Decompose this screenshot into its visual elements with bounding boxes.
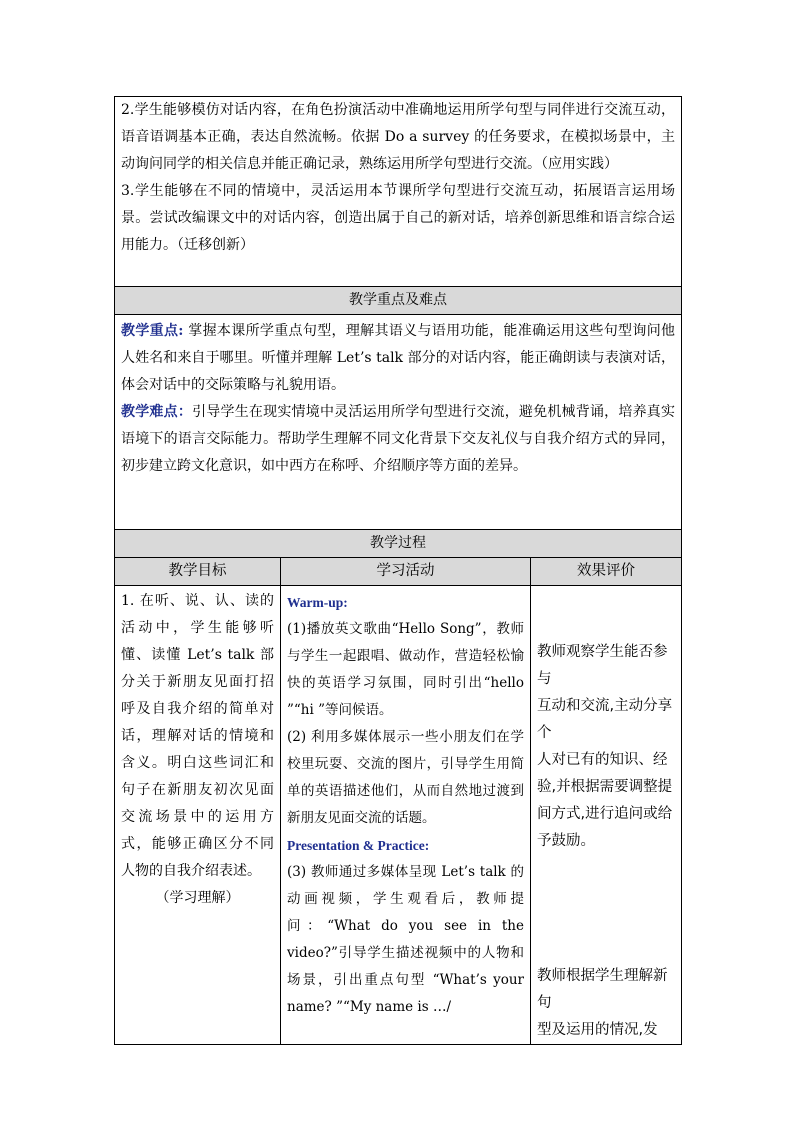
activity-3: (3) 教师通过多媒体呈现 Let’s talk 的动画视频，学生观看后，教师提问：“What do you see in the video?”引导学生描述视频中的人物和场景，引出重点句型 “What’s your name? ”“My name is …/: [287, 864, 524, 1015]
header-evaluation: 效果评价: [531, 558, 682, 586]
goal-cell: [115, 586, 280, 912]
process-band: 教学过程: [115, 530, 682, 558]
evaluation-1: 教师观察学生能否参与 互动和交流,主动分享个 人对已有的知识、经验,并根据需要调整提间方式,进行追问或给予鼓励。: [537, 644, 673, 849]
evaluation-cell: [531, 586, 681, 1044]
header-goal: 教学目标: [115, 558, 281, 586]
objectives-row: [115, 97, 682, 287]
activity-1: (1)播放英文歌曲“Hello Song”，教师与学生一起跟唱、做动作，营造轻松愉快的英语学习氛围，同时引出“hello ”“hi ”等问候语。: [287, 621, 524, 718]
goal-tag: （学习理解）: [155, 890, 240, 906]
activity-cell: [281, 586, 530, 1021]
activity-2: (2) 利用多媒体展示一些小朋友们在学校里玩耍、交流的图片，引导学生用简单的英语描述他们，从而自然地过渡到新朋友见面交流的话题。: [287, 729, 524, 826]
objective-item-3: 3.学生能够在不同的情境中，灵活运用本节课所学句型进行交流互动，拓展语言运用场景。尝试改编课文中的对话内容，创造出属于自己的新对话，培养创新思维和语言综合运用能力。（迁移创新）: [121, 183, 676, 253]
teaching-focus: [115, 315, 681, 399]
teaching-focus-text: 掌握本课所学重点句型，理解其语义与语用功能，能准确运用这些句型询问他人姓名和来自于哪里。听懂并理解 Let’s talk 部分的对话内容，能正确朗读与表演对话，体会对话中的交际策略与礼貌用语。: [121, 323, 676, 393]
teaching-difficulty-label: 教学难点：: [121, 404, 193, 420]
key-points-row: [115, 315, 682, 530]
process-header-row: [115, 558, 682, 586]
evaluation-2: 教师根据学生理解新句 型及运用的情况,发: [537, 968, 668, 1038]
teaching-difficulty-text: 引导学生在现实情境中灵活运用所学句型进行交流，避免机械背诵，培养真实语境下的语言交际能力。帮助学生理解不同文化背景下交友礼仪与自我介绍方式的异同，初步建立跨文化意识，如中西方在称呼、介绍顺序等方面的差异。: [121, 404, 676, 474]
header-activity: 学习活动: [281, 558, 531, 586]
presentation-label: Presentation & Practice:: [287, 838, 430, 853]
warmup-label: Warm-up:: [287, 595, 348, 610]
teaching-focus-label: 教学重点:: [121, 323, 184, 339]
objective-item-2: 2.学生能够模仿对话内容，在角色扮演活动中准确地运用所学句型与同伴进行交流互动，语音语调基本正确，表达自然流畅。依据 Do a survey 的任务要求，在模拟场景中，主动询问同学的相关信息并能正确记录，熟练运用所学句型进行交流。（应用实践）: [121, 102, 676, 172]
teaching-difficulty: [115, 399, 681, 480]
goal-text: 1. 在听、说、认、读的活动中，学生能够听懂、读懂 Let’s talk 部分关于新朋友见面打招呼及自我介绍的简单对话，理解对话的情境和含义。明白这些词汇和句子在新朋友初次见面交流场景中的运用方式，能够正确区分不同人物的自我介绍表述。: [121, 593, 274, 879]
lesson-plan-table: [114, 96, 682, 1045]
lesson-plan-page: [114, 96, 682, 1045]
key-points-band: 教学重点及难点: [115, 287, 682, 315]
process-row: [115, 586, 682, 1045]
